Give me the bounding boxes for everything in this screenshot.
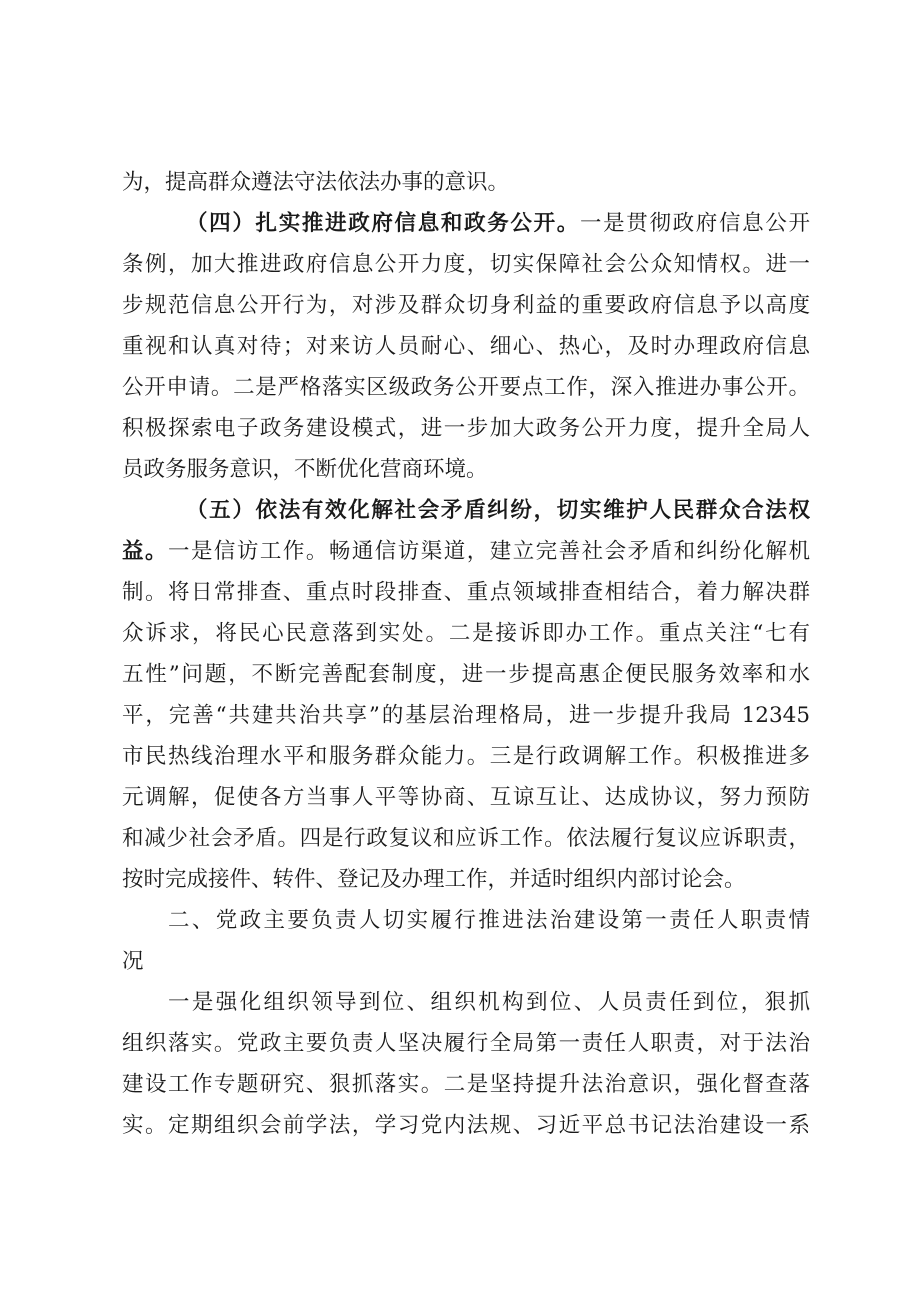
text-run: 和减少社会矛盾。四是行政复议和应诉工作。依法履行复议应诉职责， bbox=[122, 826, 810, 851]
section-heading-5-end: 益。 bbox=[122, 539, 168, 564]
text-line bbox=[122, 777, 810, 818]
text-run: 众诉求，将民心民意落到实处。二是接诉即办工作。重点关注“七有 bbox=[122, 621, 810, 646]
chapter-heading-2: 二、党政主要负责人切实履行推进法治建设第一责任人职责情 bbox=[168, 908, 810, 933]
text-line bbox=[122, 531, 810, 572]
text-run: 按时完成接件、转件、登记及办理工作，并适时组织内部讨论会。 bbox=[122, 867, 746, 892]
text-run: 实。定期组织会前学法，学习党内法规、习近平总书记法治建设一系 bbox=[122, 1113, 810, 1138]
text-line bbox=[122, 982, 810, 1023]
text-run: 步规范信息公开行为，对涉及群众切身利益的重要政府信息予以高度 bbox=[122, 293, 810, 318]
text-run: 一是贯彻政府信息公开 bbox=[579, 211, 810, 236]
text-line bbox=[122, 1064, 810, 1105]
document-body bbox=[122, 162, 810, 1146]
section-heading-4: （四）扎实推进政府信息和政务公开。 bbox=[186, 211, 580, 236]
text-line bbox=[122, 326, 810, 367]
text-line bbox=[122, 449, 810, 490]
text-line bbox=[122, 695, 810, 736]
text-line bbox=[122, 941, 810, 982]
text-line bbox=[122, 900, 810, 941]
text-run: 五性”问题，不断完善配套制度，进一步提高惠企便民服务效率和水 bbox=[122, 662, 810, 687]
text-run: 建设工作专题研究、狠抓落实。二是坚持提升法治意识，强化督查落 bbox=[122, 1072, 810, 1097]
text-line bbox=[122, 203, 810, 244]
text-run: 为，提高群众遵法守法依法办事的意识。 bbox=[122, 170, 510, 195]
text-line bbox=[122, 736, 810, 777]
text-run: 组织落实。党政主要负责人坚决履行全局第一责任人职责，对于法治 bbox=[122, 1031, 810, 1056]
text-line bbox=[122, 285, 810, 326]
text-run: 一是强化组织领导到位、组织机构到位、人员责任到位，狠抓 bbox=[168, 990, 810, 1015]
text-line bbox=[122, 1105, 810, 1146]
text-run: 一是信访工作。畅通信访渠道，建立完善社会矛盾和纠纷化解机 bbox=[167, 539, 810, 564]
text-line bbox=[122, 1023, 810, 1064]
text-run: 重视和认真对待；对来访人员耐心、细心、热心，及时办理政府信息 bbox=[122, 334, 810, 359]
text-run: 公开申请。二是严格落实区级政务公开要点工作，深入推进办事公开。 bbox=[122, 375, 810, 400]
text-line bbox=[122, 408, 810, 449]
text-run: 市民热线治理水平和服务群众能力。三是行政调解工作。积极推进多 bbox=[122, 744, 810, 769]
text-line bbox=[122, 490, 810, 531]
section-heading-5: （五）依法有效化解社会矛盾纠纷，切实维护人民群众合法权 bbox=[186, 498, 810, 523]
text-run: 条例，加大推进政府信息公开力度，切实保障社会公众知情权。进一 bbox=[122, 252, 810, 277]
text-line bbox=[122, 613, 810, 654]
text-run: 制。将日常排查、重点时段排查、重点领域排查相结合，着力解决群 bbox=[122, 580, 810, 605]
text-line bbox=[122, 859, 810, 900]
text-line bbox=[122, 162, 810, 203]
chapter-heading-2-end: 况 bbox=[122, 949, 144, 974]
text-run: 平，完善“共建共治共享”的基层治理格局，进一步提升我局 12345 bbox=[122, 703, 810, 728]
text-run: 员政务服务意识，不断优化营商环境。 bbox=[122, 457, 488, 482]
text-run: 积极探索电子政务建设模式，进一步加大政务公开力度，提升全局人 bbox=[122, 416, 810, 441]
text-run: 元调解，促使各方当事人平等协商、互谅互让、达成协议，努力预防 bbox=[122, 785, 810, 810]
text-line bbox=[122, 654, 810, 695]
text-line bbox=[122, 572, 810, 613]
text-line bbox=[122, 244, 810, 285]
text-line bbox=[122, 367, 810, 408]
text-line bbox=[122, 818, 810, 859]
